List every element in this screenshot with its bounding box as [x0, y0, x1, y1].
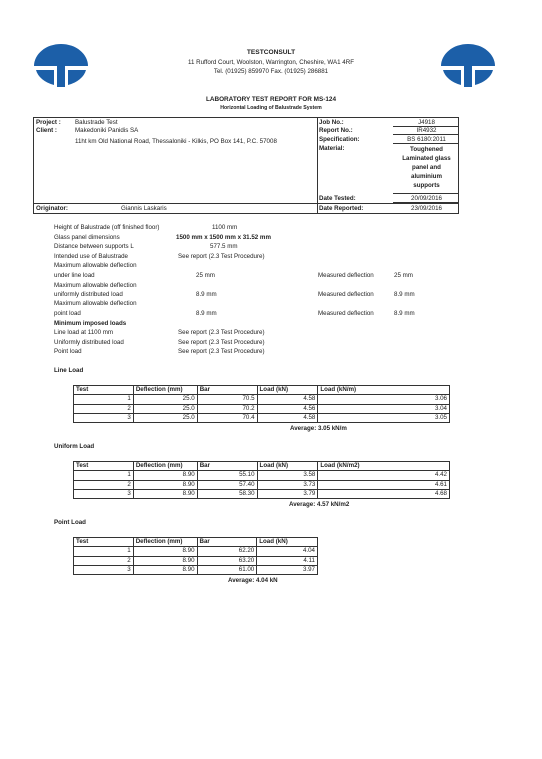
project-value: Balustrade Test	[75, 119, 118, 126]
material-line: panel and	[412, 164, 441, 171]
client-value: Makedoniki Panidis SA	[75, 127, 139, 134]
table-cell: 57.40	[197, 480, 257, 489]
line1100-value: See report (2.3 Test Procedure)	[178, 329, 265, 336]
company-phone: Tel. (01925) 859970 Fax. (01925) 286881	[213, 68, 329, 75]
table-row	[74, 480, 450, 489]
table-row	[74, 556, 318, 565]
height-value: 1100 mm	[212, 224, 238, 231]
line-load-title: Line Load	[54, 367, 84, 374]
material-line: Toughened	[410, 146, 443, 153]
table-cell: 4.42	[318, 471, 450, 480]
table-row	[74, 547, 318, 556]
minimum-loads-label: Minimum imposed loads	[54, 320, 127, 327]
material-line: supports	[413, 182, 440, 189]
line-measured-label: Measured deflection	[318, 272, 374, 279]
table-cell: 3	[74, 413, 134, 422]
point-label: Point load	[54, 348, 82, 355]
uniform-load-title: Uniform Load	[54, 443, 95, 450]
table-cell: 25.0	[133, 404, 197, 413]
uniform-load-average: Average: 4.57 kN/m2	[289, 501, 350, 508]
height-label: Height of Balustrade (off finished floor)	[54, 224, 160, 231]
table-cell: 55.10	[197, 471, 257, 480]
column-header: Deflection (mm)	[133, 538, 197, 547]
table-cell: 3.58	[257, 471, 318, 480]
line-deflection-value: 25 mm	[196, 272, 215, 279]
column-header: Test	[74, 462, 134, 471]
column-header: Load (kN/m2)	[318, 462, 450, 471]
company-name: TESTCONSULT	[246, 49, 296, 56]
table-cell: 8.90	[133, 547, 197, 556]
material-line: Laminated glass	[402, 155, 451, 162]
table-cell: 3	[74, 489, 134, 498]
table-cell: 70.5	[197, 395, 257, 404]
table-cell: 70.2	[197, 404, 257, 413]
table-cell: 3.04	[318, 404, 450, 413]
table-header-row	[74, 538, 318, 547]
table-cell: 2	[74, 480, 134, 489]
glass-label: Glass panel dimensions	[54, 234, 120, 241]
table-cell: 61.00	[197, 565, 257, 574]
point-measured-value: 8.9 mm	[394, 310, 415, 317]
table-cell: 58.30	[197, 489, 257, 498]
date-tested-label: Date Tested:	[319, 195, 356, 202]
max-deflection-label: Maximum allowable deflection	[54, 300, 137, 307]
point-deflection-value: 8.9 mm	[196, 310, 217, 317]
table-row	[74, 471, 450, 480]
table-cell: 62.20	[197, 547, 257, 556]
job-no-value: J4918	[418, 119, 435, 126]
client-label: Client :	[36, 127, 57, 134]
max-deflection-label: Maximum allowable deflection	[54, 262, 137, 269]
table-cell: 4.04	[257, 547, 318, 556]
table-cell: 4.56	[257, 404, 318, 413]
table-row	[74, 395, 450, 404]
column-header: Bar	[197, 538, 257, 547]
table-row	[74, 413, 450, 422]
table-cell: 3.05	[318, 413, 450, 422]
column-header: Load (kN)	[257, 538, 318, 547]
originator-value: Giannis Laskaris	[121, 205, 167, 212]
date-reported-value: 23/09/2016	[411, 205, 442, 212]
max-deflection-label: Maximum allowable deflection	[54, 282, 137, 289]
line-load-average: Average: 3.05 kN/m	[290, 425, 347, 432]
use-value: See report (2.3 Test Procedure)	[178, 253, 265, 260]
table-cell: 8.90	[133, 480, 197, 489]
udl-measured-value: 8.9 mm	[394, 291, 415, 298]
use-label: Intended use of Balustrade	[54, 253, 128, 260]
table-cell: 2	[74, 404, 134, 413]
date-reported-label: Date Reported:	[319, 205, 364, 212]
table-cell: 4.58	[257, 395, 318, 404]
table-cell: 8.90	[133, 556, 197, 565]
report-no-label: Report No.:	[319, 127, 353, 134]
point-load-average: Average: 4.04 kN	[228, 577, 278, 584]
table-cell: 4.68	[318, 489, 450, 498]
column-header: Load (kN)	[257, 386, 318, 395]
report-details	[317, 118, 458, 213]
material-line: aluminium	[411, 173, 442, 180]
point-load-title: Point Load	[54, 519, 86, 526]
column-header: Load (kN)	[257, 462, 318, 471]
line-deflection-label: under line load	[54, 272, 95, 279]
specification-value: BS 6180:2011	[407, 136, 446, 143]
table-header-row	[74, 386, 450, 395]
table-cell: 25.0	[133, 395, 197, 404]
specification-label: Specification:	[319, 136, 360, 143]
table-cell: 3.06	[318, 395, 450, 404]
column-header: Test	[74, 538, 134, 547]
line-measured-value: 25 mm	[394, 272, 413, 279]
client-address: 11ht km Old National Road, Thessaloniki - Kilkis, PO Box 141, P.C. 57008	[75, 138, 277, 145]
glass-value: 1500 mm x 1500 mm x 31.52 mm	[176, 234, 271, 241]
udl-measured-label: Measured deflection	[318, 291, 374, 298]
company-address: 11 Rufford Court, Woolston, Warrington, Cheshire, WA1 4RF	[188, 59, 354, 66]
table-cell: 8.90	[133, 489, 197, 498]
distance-label: Distance between supports L	[54, 243, 134, 250]
table-cell: 3.73	[257, 480, 318, 489]
table-cell: 4.61	[318, 480, 450, 489]
table-cell: 2	[74, 556, 134, 565]
distance-value: 577.5 mm	[210, 243, 238, 250]
point-load-table	[73, 537, 318, 575]
table-cell: 25.0	[133, 413, 197, 422]
udl-label: Uniformly distributed load	[54, 339, 124, 346]
table-cell: 63.20	[197, 556, 257, 565]
column-header: Bar	[197, 386, 257, 395]
table-cell: 8.90	[133, 565, 197, 574]
table-cell: 1	[74, 547, 134, 556]
column-header: Deflection (mm)	[133, 386, 197, 395]
column-header: Deflection (mm)	[133, 462, 197, 471]
table-cell: 3	[74, 565, 134, 574]
point-measured-label: Measured deflection	[318, 310, 374, 317]
table-row	[74, 565, 318, 574]
table-cell: 3.79	[257, 489, 318, 498]
table-cell: 3.97	[257, 565, 318, 574]
table-cell: 8.90	[133, 471, 197, 480]
table-row	[74, 404, 450, 413]
report-title: LABORATORY TEST REPORT FOR MS-124	[205, 96, 337, 103]
udl-deflection-value: 8.9 mm	[196, 291, 217, 298]
date-tested-value: 20/09/2016	[411, 195, 442, 202]
column-header: Test	[74, 386, 134, 395]
uniform-load-table	[73, 461, 450, 499]
column-header: Load (kN/m)	[318, 386, 450, 395]
material-label: Material:	[319, 145, 345, 152]
point-value: See report (2.3 Test Procedure)	[178, 348, 265, 355]
udl-deflection-label: uniformly distributed load	[54, 291, 123, 298]
table-cell: 4.58	[257, 413, 318, 422]
report-subtitle: Horizontal Loading of Balustrade System	[220, 105, 322, 111]
column-header: Bar	[197, 462, 257, 471]
table-cell: 4.11	[257, 556, 318, 565]
udl-value: See report (2.3 Test Procedure)	[178, 339, 265, 346]
report-info-box	[33, 117, 459, 214]
table-cell: 1	[74, 395, 134, 404]
table-header-row	[74, 462, 450, 471]
report-no-value: IR4932	[416, 127, 437, 134]
project-label: Project :	[36, 119, 61, 126]
point-deflection-label: point load	[54, 310, 81, 317]
line-load-table	[73, 385, 450, 423]
table-cell: 70.4	[197, 413, 257, 422]
line1100-label: Line load at 1100 mm	[54, 329, 114, 336]
originator-label: Originator:	[36, 205, 68, 212]
table-cell: 1	[74, 471, 134, 480]
table-row	[74, 489, 450, 498]
job-no-label: Job No.:	[319, 119, 344, 126]
